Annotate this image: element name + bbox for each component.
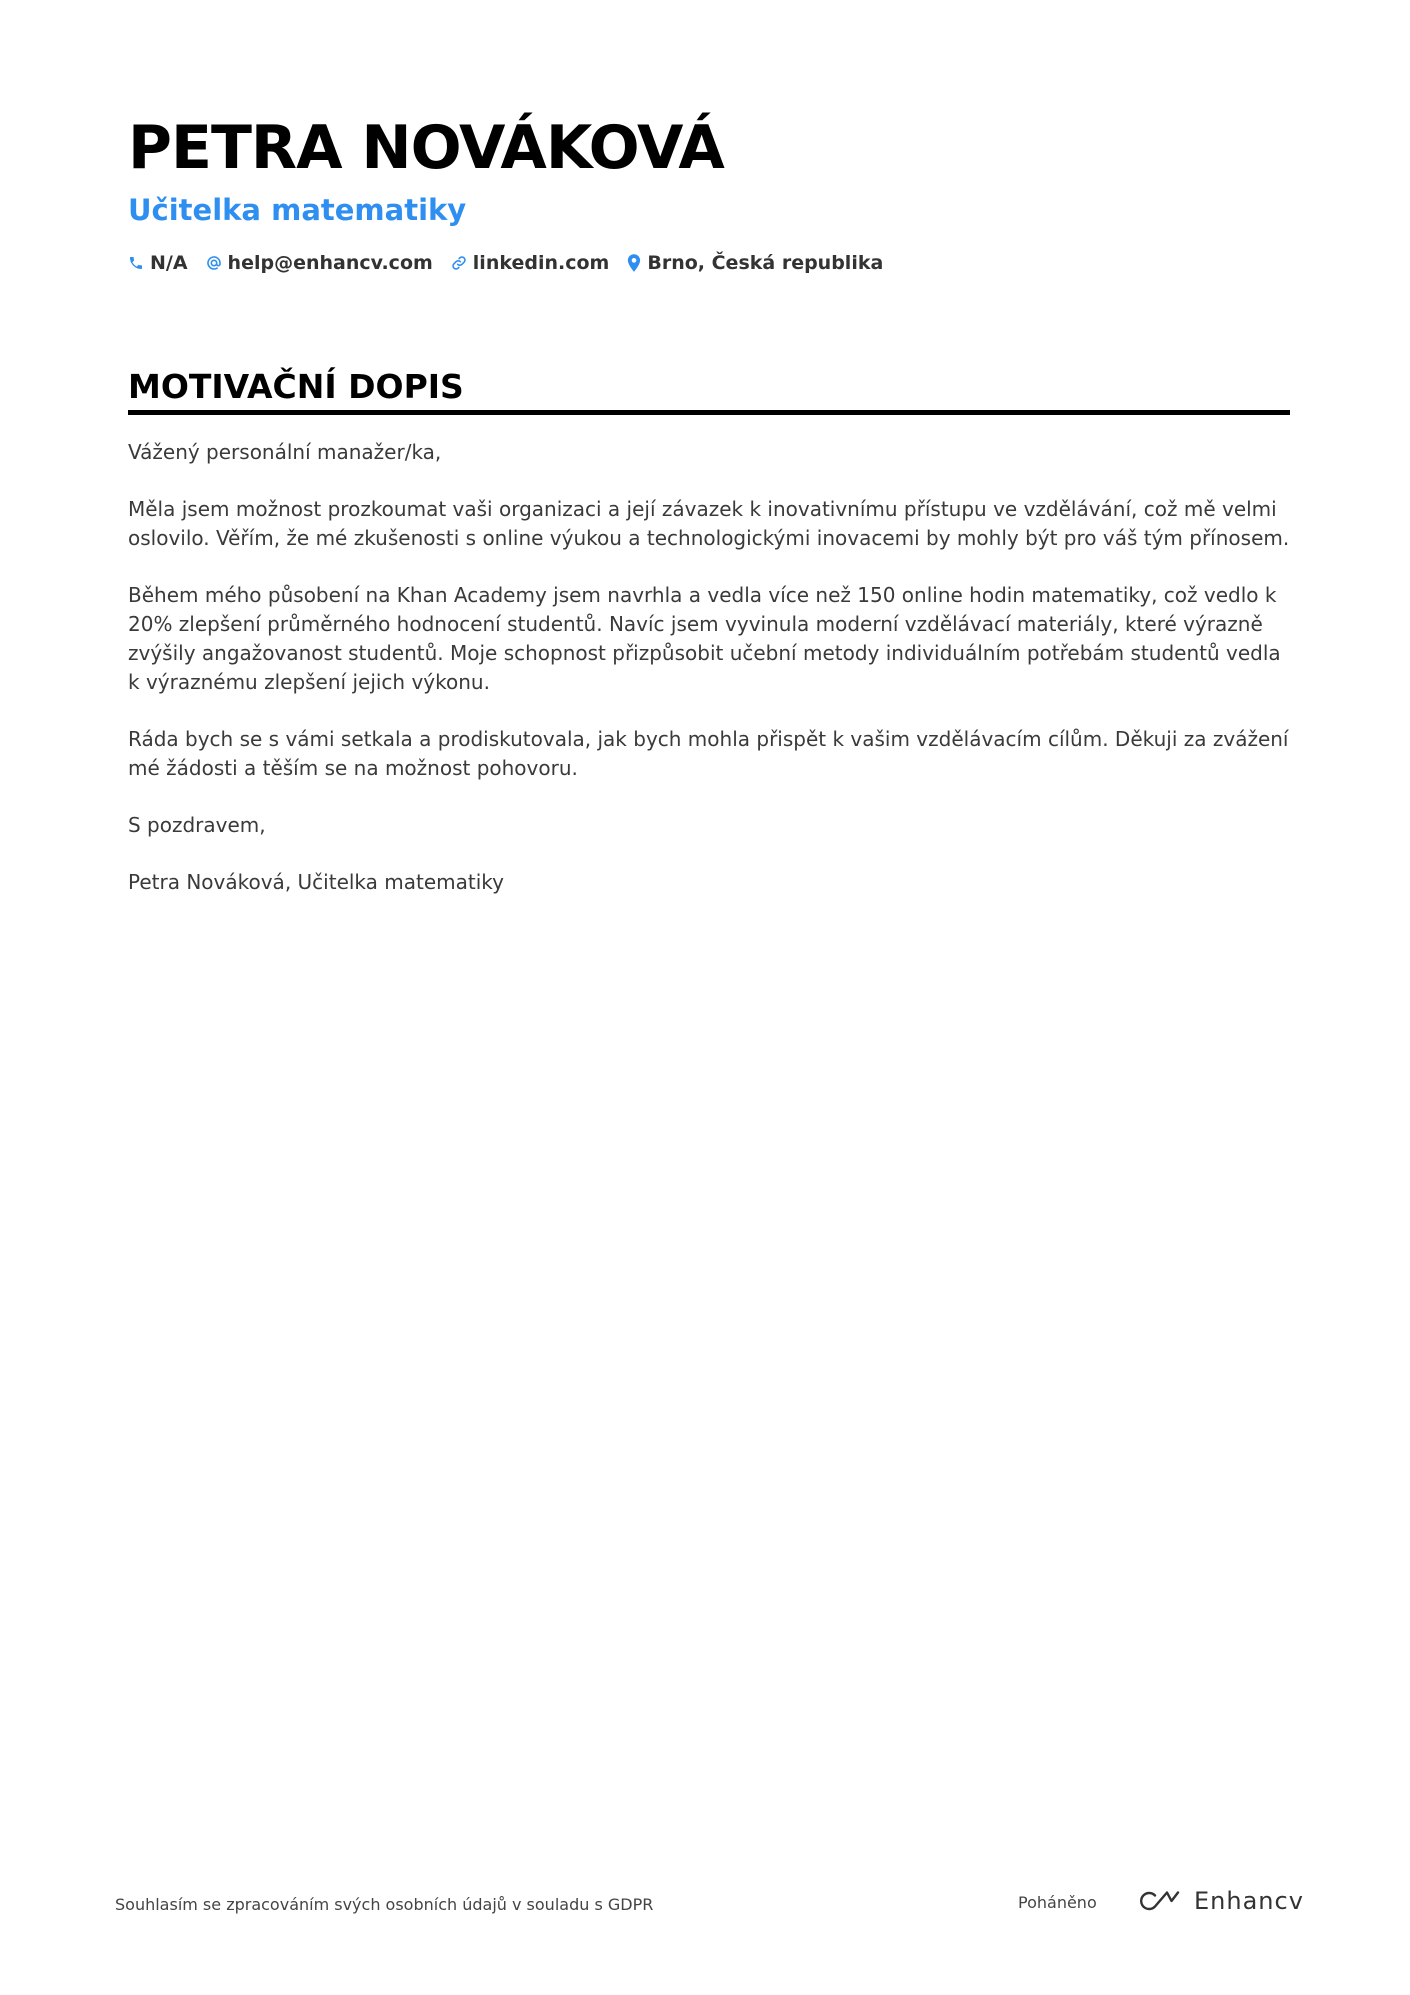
contact-linkedin[interactable] (451, 252, 610, 274)
letter-paragraph-3: Ráda bych se s vámi setkala a prodiskutovala, jak bych mohla přispět k vašim vzdělávacím cílům. Děkuji za zvážení mé žádosti a těším se na možnost pohovoru. (128, 727, 1289, 780)
applicant-name: PETRA NOVÁKOVÁ (128, 113, 724, 183)
applicant-role: Učitelka matematiky (128, 193, 467, 227)
brand-logo[interactable] (1138, 1886, 1304, 1916)
contact-phone (128, 252, 188, 274)
contact-phone-text: N/A (150, 252, 188, 274)
contact-location (627, 252, 883, 274)
contact-location-text: Brno, Česká republika (647, 252, 884, 274)
letter-greeting: Vážený personální manažer/ka, (128, 440, 442, 464)
section-title: MOTIVAČNÍ DOPIS (128, 367, 464, 406)
contact-info (128, 252, 883, 274)
location-pin-icon (627, 254, 641, 272)
letter-body (128, 438, 1290, 925)
letter-signature: Petra Nováková, Učitelka matematiky (128, 870, 504, 894)
letter-paragraph-2: Během mého působení na Khan Academy jsem navrhla a vedla více než 150 online hodin matematiky, což vedlo k 20% zlepšení průměrného hodnocení studentů. Navíc jsem vyvinula moderní vzdělávací materiály, které výrazně zvýšily angažovanost studentů. Moje schopnost přizpůsobit učební metody individuálním potřebám studentů vedla k výraznému zlepšení jejich výkonu. (128, 583, 1281, 694)
contact-email-text[interactable]: help@enhancv.com (227, 252, 433, 274)
powered-by-label: Poháněno (1018, 1893, 1097, 1912)
letter-paragraph-1: Měla jsem možnost prozkoumat vaši organizaci a její závazek k inovativnímu přístupu ve vzdělávání, což mě velmi oslovilo. Věřím, že mé zkušenosti s online výukou a technologickými inovacemi by mohly být pro váš tým přínosem. (128, 497, 1290, 550)
enhancv-logo-icon (1138, 1888, 1184, 1914)
link-icon (451, 255, 467, 271)
at-icon (206, 255, 222, 271)
contact-email[interactable] (206, 252, 433, 274)
phone-icon (128, 255, 144, 271)
gdpr-consent: Souhlasím se zpracováním svých osobních údajů v souladu s GDPR (115, 1895, 654, 1914)
letter-closing: S pozdravem, (128, 813, 266, 837)
contact-linkedin-text[interactable]: linkedin.com (472, 252, 610, 274)
section-divider (128, 410, 1290, 415)
brand-name: Enhancv (1194, 1887, 1304, 1915)
